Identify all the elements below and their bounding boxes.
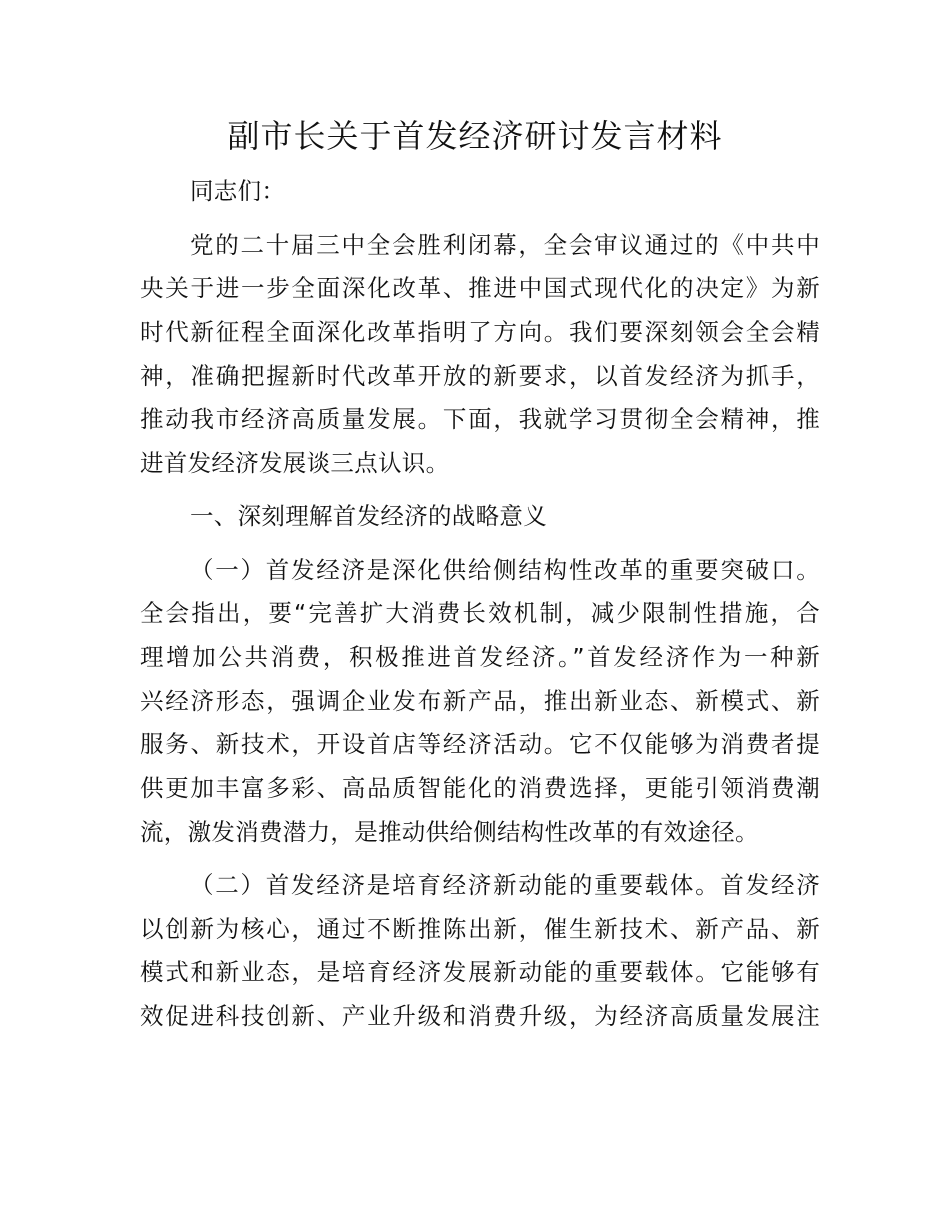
paragraph-line: 流，激发消费潜力，是推动供给侧结构性改革的有效途径。 [140, 818, 759, 846]
paragraph-line: 模式和新业态，是培育经济发展新动能的重要载体。它能够有 [140, 958, 820, 986]
paragraph-line: 理增加公共消费，积极推进首发经济。”首发经济作为一种新 [140, 643, 820, 671]
paragraph-line: 进首发经济发展谈三点认识。 [140, 449, 450, 477]
paragraph-line: 全会指出，要“完善扩大消费长效机制，减少限制性措施，合 [140, 599, 820, 627]
paragraph-line: 服务、新技术，开设首店等经济活动。它不仅能够为消费者提 [140, 730, 820, 758]
paragraph-line: 效促进科技创新、产业升级和消费升级，为经济高质量发展注 [140, 1002, 820, 1030]
paragraph-line: 神，准确把握新时代改革开放的新要求，以首发经济为抓手， [140, 362, 820, 390]
paragraph-line: （一）首发经济是深化供给侧结构性改革的重要突破口。 [190, 556, 820, 584]
paragraph-line: 供更加丰富多彩、高品质智能化的消费选择，更能引领消费潮 [140, 774, 820, 802]
paragraph-line: 推动我市经济高质量发展。下面，我就学习贯彻全会精神，推 [140, 405, 820, 433]
section-heading: 一、深刻理解首发经济的战略意义 [190, 502, 547, 530]
paragraph-line: （二）首发经济是培育经济新动能的重要载体。首发经济 [190, 871, 820, 899]
paragraph-line: 央关于进一步全面深化改革、推进中国式现代化的决定》为新 [140, 274, 820, 302]
paragraph-line: 兴经济形态，强调企业发布新产品，推出新业态、新模式、新 [140, 687, 820, 715]
document-title: 副市长关于首发经济研讨发言材料 [227, 117, 723, 155]
paragraph-line: 时代新征程全面深化改革指明了方向。我们要深刻领会全会精 [140, 318, 820, 346]
paragraph-line: 党的二十届三中全会胜利闭幕，全会审议通过的《中共中 [190, 231, 820, 259]
greeting: 同志们： [190, 177, 286, 205]
paragraph-line: 以创新为核心，通过不断推陈出新，催生新技术、新产品、新 [140, 915, 820, 943]
